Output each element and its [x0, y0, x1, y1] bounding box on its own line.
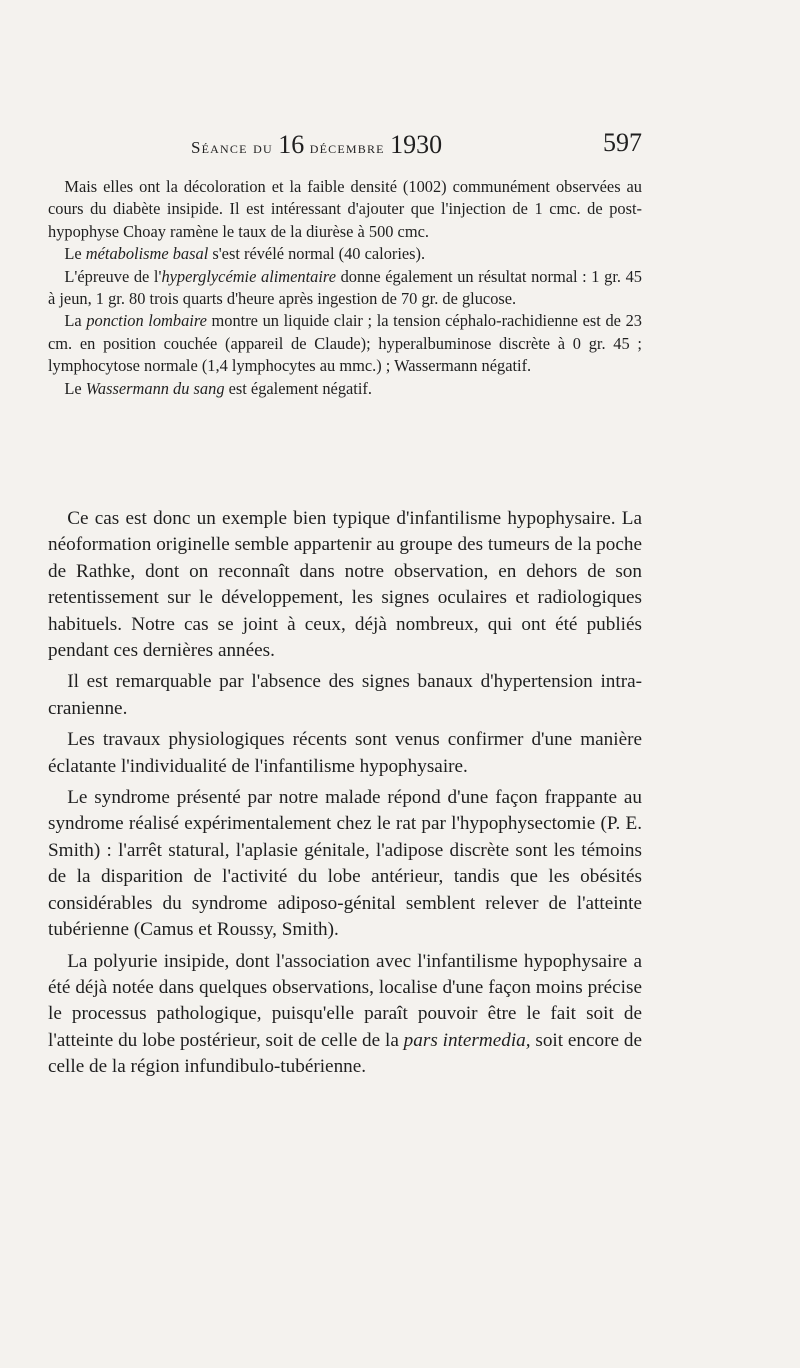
- title-part-1: Séance du: [191, 138, 279, 157]
- page-number: 597: [603, 128, 642, 157]
- paragraph-syndrome: Le syndrome présenté par notre malade répond d'une façon frappante au syndrome réalisé expérimentalement chez le rat par l'hypophysectomie (P. E. Smith) : l'arrêt statural, l'aplasie génitale, l'adipose discrète sont les témoins de la disparition de l'activité du lobe antérieur, tandis que les obésités considérables du syndrome adiposo-génital semblent relever de l'atteinte tubérienne (Camus et Roussy, Smith).: [48, 787, 642, 941]
- paragraph-lumbar-puncture: La ponction lombaire montre un liquide clair ; la tension céphalo-rachidienne est de 23 cm. en position couchée (appareil de Claude); hyperalbuminose discrète à 0 gr. 45 ; lymphocytose normale (1,4 lymphocytes au mmc.) ; Wassermann négatif.: [48, 311, 642, 376]
- paragraph-conclusion: Ce cas est donc un exemple bien typique d'infantilisme hypophysaire. La néoformation originelle semble appartenir au groupe des tumeurs de la poche de Rathke, dont on reconnaît dans notre observation, en dehors de son retentissement sur le développement, les signes oculaires et radiologiques habituels. Notre cas se joint à ceux, déjà nombreux, qui ont été publiés pendant ces dernières années.: [48, 508, 642, 662]
- title-part-2: décembre: [304, 138, 391, 157]
- paragraph-physiology: Les travaux physiologiques récents sont venus confirmer d'une manière éclatante l'individualité de l'infantilisme hypophysaire.: [48, 729, 642, 777]
- paragraph-hyperglycemia: L'épreuve de l'hyperglycémie alimentaire donne également un résultat normal : 1 gr. 45 à jeun, 1 gr. 80 trois quarts d'heure après ingestion de 70 gr. de glucose.: [48, 266, 642, 309]
- paragraph-wassermann: Le Wassermann du sang est également négatif.: [64, 378, 372, 398]
- paragraph-polyuria: La polyurie insipide, dont l'association avec l'infantilisme hypophysaire a été déjà notée dans quelques observations, localise d'une façon moins précise le processus pathologique, puisqu'elle paraît pouvoir être le fait soit de l'atteinte du lobe postérieur, soit de celle de la pars intermedia, soit encore de celle de la région infundibulo-tubérienne.: [48, 950, 642, 1078]
- discussion-text: [48, 506, 642, 1086]
- running-title: [191, 130, 442, 160]
- page-header: [48, 128, 642, 168]
- paragraph-urine: Mais elles ont la décoloration et la faible densité (1002) communément observées au cours du diabète insipide. Il est intéressant d'ajouter que l'injection de 1 cmc. de post-hypophyse Choay ramène le taux de la diurèse à 500 cmc.: [48, 177, 642, 241]
- title-year: 1930: [390, 130, 443, 159]
- paragraph-metabolism: Le métabolisme basal s'est révélé normal (40 calories).: [64, 244, 426, 264]
- case-report-details: [48, 176, 642, 400]
- title-day: 16: [278, 130, 305, 159]
- paragraph-hypertension: Il est remarquable par l'absence des signes banaux d'hypertension intra-cranienne.: [48, 671, 642, 719]
